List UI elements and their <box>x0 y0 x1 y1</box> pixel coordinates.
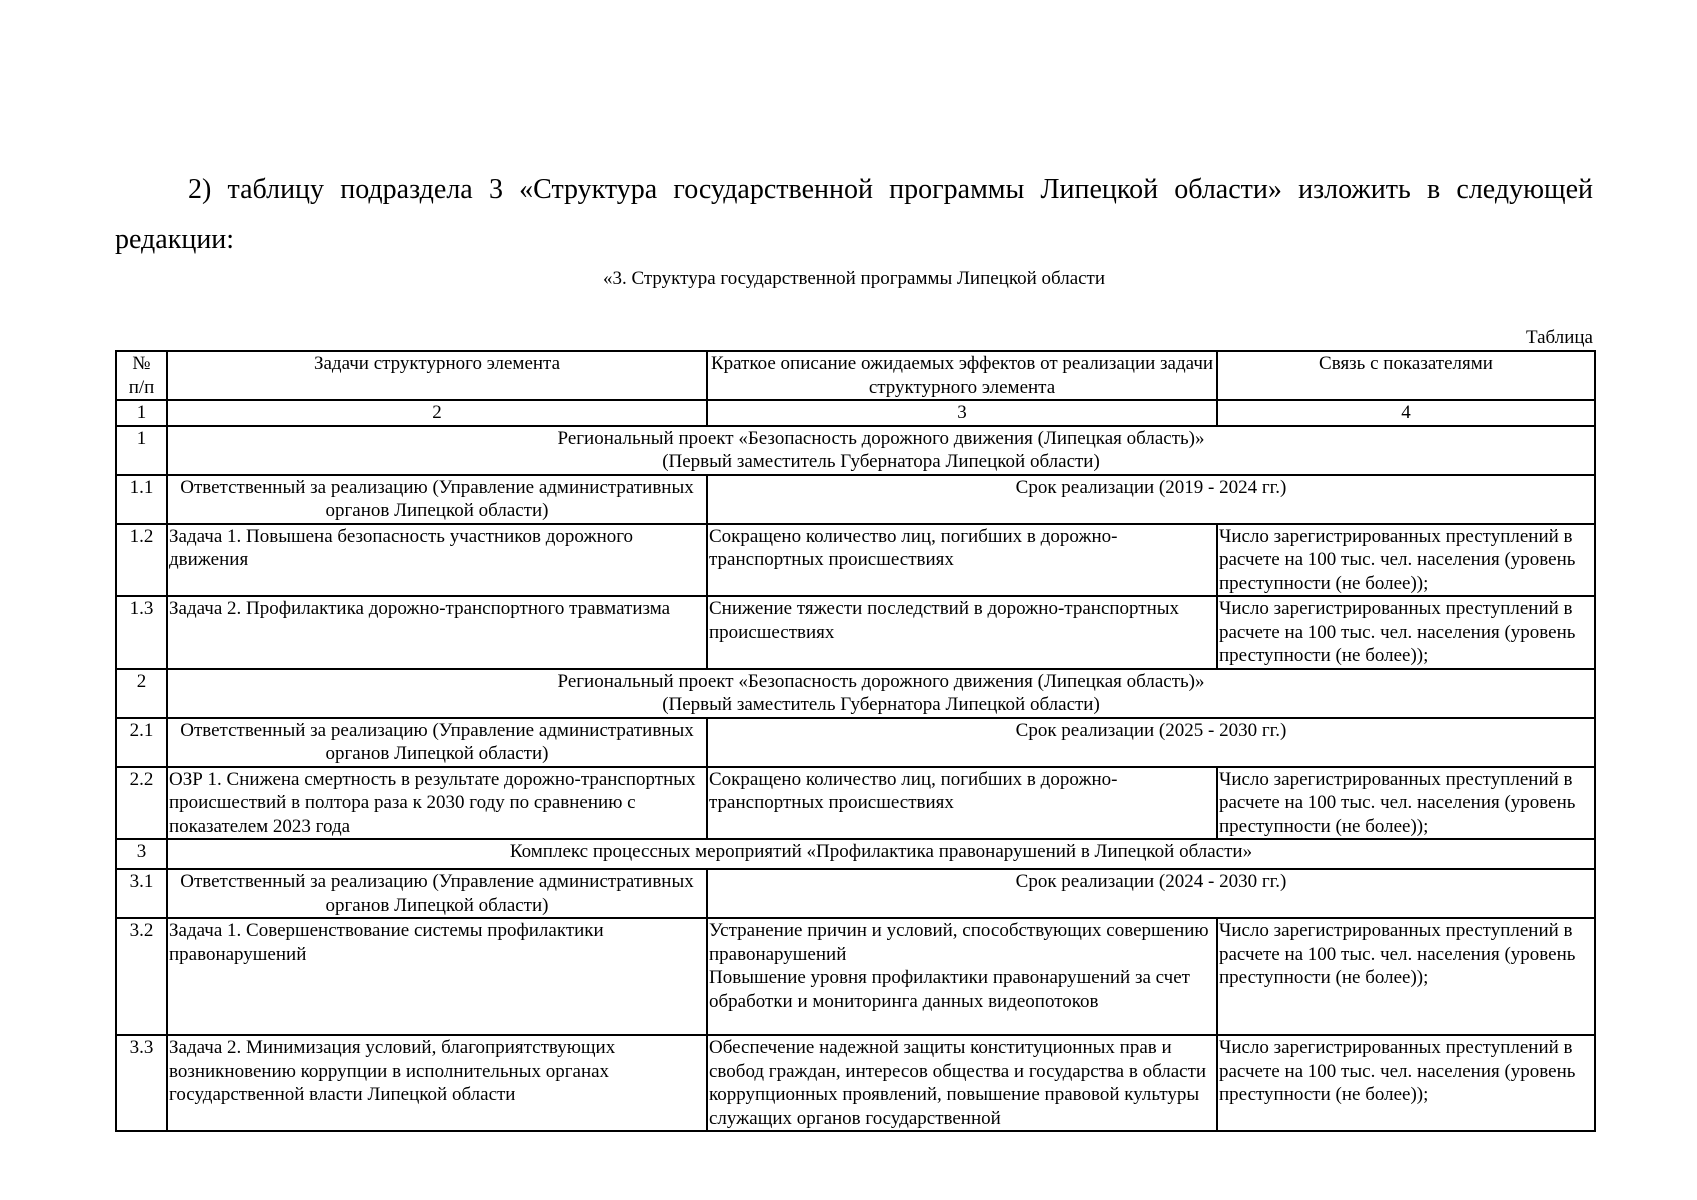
responsible-row <box>116 869 1595 918</box>
table-row <box>116 596 1595 669</box>
section-row <box>116 839 1595 869</box>
effect-cell: Сокращено количество лиц, погибших в дорожно-транспортных происшествиях <box>707 524 1217 597</box>
table-row <box>116 524 1595 597</box>
section-num: 2 <box>116 669 167 718</box>
col-number-2: 2 <box>167 400 707 426</box>
table-row <box>116 918 1595 1035</box>
header-num: № п/п <box>116 351 167 400</box>
col-number-1: 1 <box>116 400 167 426</box>
section-num: 3 <box>116 839 167 869</box>
header-effects: Краткое описание ожидаемых эффектов от реализации задачи структурного элемента <box>707 351 1217 400</box>
term-text: Срок реализации (2025 - 2030 гг.) <box>707 718 1595 767</box>
effect-cell: Сокращено количество лиц, погибших в дорожно-транспортных происшествиях <box>707 767 1217 840</box>
responsible-text: Ответственный за реализацию (Управление административных органов Липецкой области) <box>167 475 707 524</box>
row-num: 1.3 <box>116 596 167 669</box>
section-heading: «3. Структура государственной программы Липецкой области <box>602 268 1106 289</box>
row-num: 2.1 <box>116 718 167 767</box>
section-title: Комплекс процессных мероприятий «Профилактика правонарушений в Липецкой области» <box>167 839 1595 869</box>
row-num: 3.3 <box>116 1035 167 1131</box>
column-number-row <box>116 400 1595 426</box>
row-num: 1.1 <box>116 475 167 524</box>
col-number-4: 4 <box>1217 400 1595 426</box>
task-cell: Задача 1. Повышена безопасность участников дорожного движения <box>167 524 707 597</box>
indicator-cell: Число зарегистрированных преступлений в расчете на 100 тыс. чел. населения (уровень преступности (не более)); <box>1217 918 1595 1035</box>
section-title: Региональный проект «Безопасность дорожного движения (Липецкая область)» (Первый заместитель Губернатора Липецкой области) <box>167 669 1595 718</box>
responsible-text: Ответственный за реализацию (Управление административных органов Липецкой области) <box>167 718 707 767</box>
effect-cell: Снижение тяжести последствий в дорожно-транспортных происшествиях <box>707 596 1217 669</box>
section-title: Региональный проект «Безопасность дорожного движения (Липецкая область)» (Первый заместитель Губернатора Липецкой области) <box>167 426 1595 475</box>
effect-cell: Обеспечение надежной защиты конституционных прав и свобод граждан, интересов общества и государства в области коррупционных проявлений, повышение правовой культуры служащих органов государственной <box>707 1035 1217 1131</box>
intro-paragraph: 2) таблицу подраздела 3 «Структура государственной программы Липецкой области» изложить в следующей редакции: <box>115 174 1593 255</box>
term-text: Срок реализации (2019 - 2024 гг.) <box>707 475 1595 524</box>
table-header-row <box>116 351 1595 400</box>
term-text: Срок реализации (2024 - 2030 гг.) <box>707 869 1595 918</box>
responsible-row <box>116 475 1595 524</box>
task-cell: ОЗР 1. Снижена смертность в результате дорожно-транспортных происшествий в полтора раза к 2030 году по сравнению с показателем 2023 года <box>167 767 707 840</box>
section-num: 1 <box>116 426 167 475</box>
table-caption: Таблица <box>1525 327 1593 348</box>
task-cell: Задача 1. Совершенствование системы профилактики правонарушений <box>167 918 707 1035</box>
indicator-cell: Число зарегистрированных преступлений в расчете на 100 тыс. чел. населения (уровень преступности (не более)); <box>1217 524 1595 597</box>
effect-cell: Устранение причин и условий, способствующих совершению правонарушений Повышение уровня профилактики правонарушений за счет обработки и мониторинга данных видеопотоков <box>707 918 1217 1035</box>
indicator-cell: Число зарегистрированных преступлений в расчете на 100 тыс. чел. населения (уровень преступности (не более)); <box>1217 1035 1595 1131</box>
table-row <box>116 767 1595 840</box>
header-tasks: Задачи структурного элемента <box>167 351 707 400</box>
row-num: 3.2 <box>116 918 167 1035</box>
responsible-text: Ответственный за реализацию (Управление административных органов Липецкой области) <box>167 869 707 918</box>
section-row <box>116 426 1595 475</box>
row-num: 2.2 <box>116 767 167 840</box>
structure-table <box>115 350 1596 1132</box>
responsible-row <box>116 718 1595 767</box>
header-indicators: Связь с показателями <box>1217 351 1595 400</box>
row-num: 3.1 <box>116 869 167 918</box>
section-row <box>116 669 1595 718</box>
task-cell: Задача 2. Профилактика дорожно-транспортного травматизма <box>167 596 707 669</box>
task-cell: Задача 2. Минимизация условий, благоприятствующих возникновению коррупции в исполнительных органах государственной власти Липецкой области <box>167 1035 707 1131</box>
indicator-cell: Число зарегистрированных преступлений в расчете на 100 тыс. чел. населения (уровень преступности (не более)); <box>1217 767 1595 840</box>
col-number-3: 3 <box>707 400 1217 426</box>
row-num: 1.2 <box>116 524 167 597</box>
table-row <box>116 1035 1595 1131</box>
indicator-cell: Число зарегистрированных преступлений в расчете на 100 тыс. чел. населения (уровень преступности (не более)); <box>1217 596 1595 669</box>
